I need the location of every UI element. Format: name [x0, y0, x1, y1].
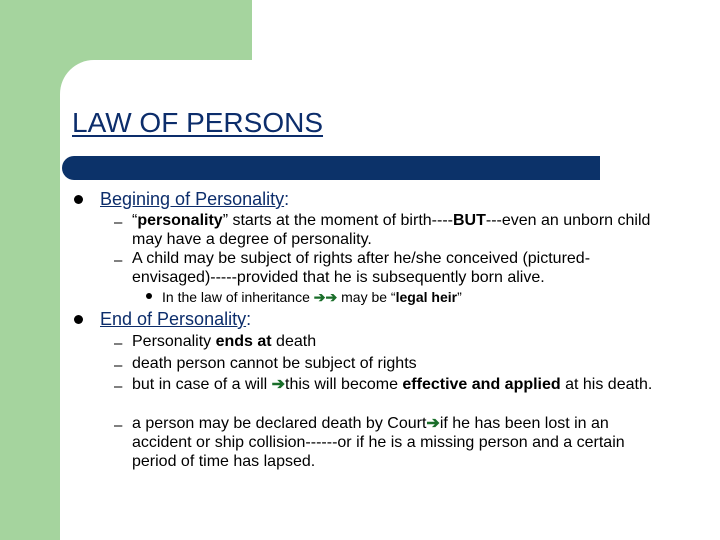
section-heading-beginning	[100, 189, 289, 210]
list-item-ends-at-death	[132, 332, 662, 351]
item-bold: ends at	[215, 333, 272, 350]
item-text: at his death.	[560, 376, 653, 393]
double-arrow-icon: ➔➔	[313, 289, 338, 305]
dash-marker: –	[114, 214, 123, 231]
item-text: “	[132, 212, 138, 229]
item-text: a person may be declared death by Court	[132, 415, 427, 432]
list-item-will	[132, 375, 672, 394]
section-bullet	[74, 195, 83, 204]
subitem-text: In the law of inheritance	[162, 289, 314, 305]
subitem-bold: legal heir	[395, 289, 458, 305]
subitem-text: ”	[457, 289, 462, 305]
arrow-icon: ➔	[271, 376, 286, 393]
section-bullet	[74, 315, 83, 324]
subitem-inheritance	[162, 289, 462, 306]
item-text: ---even an unborn child may have a degree of personality.	[132, 212, 651, 248]
dash-marker: –	[114, 335, 123, 352]
heading-colon: :	[284, 189, 290, 209]
heading-text: End of Personality	[100, 309, 247, 329]
dash-marker: –	[114, 417, 123, 434]
heading-text: Begining of Personality	[100, 189, 285, 209]
item-text: ” starts at the moment of birth----	[222, 212, 453, 229]
list-item-death-person: death person cannot be subject of rights	[132, 355, 417, 372]
slide-title: LAW OF PERSONS	[72, 107, 324, 138]
title-accent-bar	[62, 156, 600, 180]
list-item-child-rights: A child may be subject of rights after he/she conceived (pictured-envisaged)-----provided that he is subsequently born alive.	[132, 250, 591, 286]
item-bold: personality	[137, 212, 223, 229]
dash-marker: –	[114, 378, 123, 395]
arrow-icon: ➔	[426, 415, 440, 432]
item-bold: BUT	[452, 212, 486, 229]
subitem-bullet	[146, 293, 152, 299]
item-text: this will become	[285, 376, 403, 393]
dash-marker: –	[114, 357, 123, 374]
list-item-declared-death	[132, 414, 667, 471]
item-text: death	[271, 333, 317, 350]
item-bold: effective and applied	[402, 376, 561, 393]
item-text: if he has been lost in an accident or ship collision------or if he is a missing person and a certain period of time has lapsed.	[132, 415, 625, 470]
item-text: Personality	[132, 333, 216, 350]
item-text: but in case of a will	[132, 376, 272, 393]
section-heading-end	[100, 309, 251, 330]
dash-marker: –	[114, 252, 123, 269]
subitem-text: may be “	[337, 289, 396, 305]
list-item-personality-starts	[132, 211, 652, 249]
heading-colon: :	[246, 309, 252, 329]
